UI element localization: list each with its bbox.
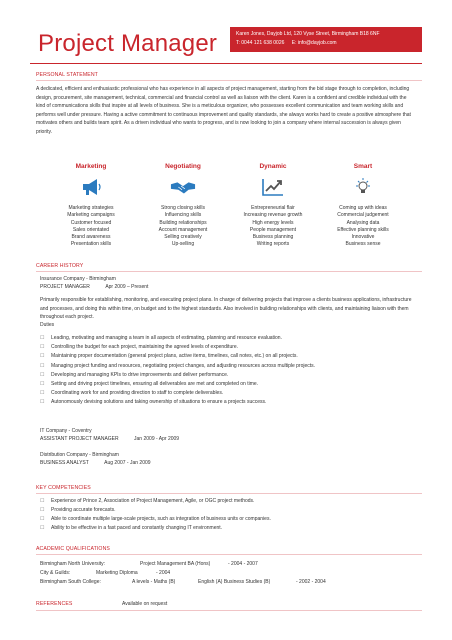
skill-item: Commercial judgement <box>337 212 389 219</box>
list-item: ☐ Developing and managing KPIs to drive improvements and deliver performance. <box>40 371 229 378</box>
qualification-place: Birmingham South College: <box>40 579 101 585</box>
skill-column-negotiating <box>138 162 228 249</box>
growth-chart-icon <box>260 176 286 198</box>
job1-description: Primarily responsible for establishing, monitoring, and executing project plans. In charge of delivering projects that improve a clients business applications, infrastructure and processes, and doing this within time, on budget and to the highest standards. Also involved in building relationships with clients, and maintaining liaison with them throughout each project. <box>40 297 412 320</box>
job1-title-row <box>40 284 148 291</box>
job1-title: PROJECT MANAGER <box>40 284 90 290</box>
skill-list <box>318 205 408 249</box>
skill-item: Up-selling <box>171 241 195 248</box>
personal-statement-heading: PERSONAL STATEMENT <box>36 72 98 78</box>
header-divider <box>30 63 422 64</box>
list-item: ☐ Experience of Prince 2, Association of Project Management, Agile, or OGC project methods. <box>40 498 255 504</box>
bullet-box-icon: ☐ <box>40 335 45 341</box>
cv-header <box>30 27 422 63</box>
list-item: ☐ Leading, motivating and managing a team in all aspects of estimating, planning and resource evaluation. <box>40 335 282 341</box>
skill-item: Customer focused <box>70 219 112 226</box>
skill-column-dynamic <box>228 162 318 249</box>
job1-dates: Apr 2009 – Present <box>105 284 149 290</box>
cv-title: Project Manager <box>38 30 218 57</box>
qualification-dates: - 2004 - 2007 <box>228 561 258 567</box>
list-item: ☐ Setting and driving project timelines, ensuring all deliverables are met and completed on time. <box>40 381 259 388</box>
bullet-box-icon: ☐ <box>40 498 45 504</box>
job2-title: ASSISTANT PROJECT MANAGER <box>40 436 119 442</box>
skill-item: Influencing skills <box>164 212 202 219</box>
qualification-place: City & Guilds: <box>40 570 71 576</box>
competencies-list <box>40 497 420 533</box>
handshake-icon <box>170 176 196 198</box>
skill-heading: Smart <box>353 163 373 170</box>
skills-grid <box>36 162 416 258</box>
list-item: ☐ Controlling the budget for each project, maintaining the agreed levels of expenditure. <box>40 344 239 351</box>
skill-item: Strong closing skills <box>161 205 205 211</box>
job3-company: Distribution Company - Birmingham <box>40 452 119 458</box>
contact-address: Karen Jones, Dayjob Ltd, 120 Vyse Street, Birmingham B18 6NF <box>236 31 380 37</box>
key-competencies-heading: KEY COMPETENCIES <box>36 485 91 491</box>
skill-list <box>138 205 228 249</box>
list-item: ☐ Ability to be effective in a fast paced and constantly changing IT environment. <box>40 525 223 531</box>
personal-statement-text: A dedicated, efficient and enthusiastic professional who has experience in all aspects of project management, starting from the bid stage through to completion, including design, procurement, site management, technical, commercial and financial control as well as liaison with the client. Karen is a confident and credible individual with the kind of communications skills that inspire at all levels of business. She is a meticulous organizer, who possesses excellent communication and team working skills and performs well under pressure. Having a active commitment to continuous improvement and quality standards, she always works hard to create a positive atmosphere that motivates others and builds team spirit. As a driven individual who wants to progress, and is now looking to join a company where internal succession is always given priority. <box>36 86 411 135</box>
section-divider <box>36 493 422 494</box>
bullet-box-icon: ☐ <box>40 516 45 522</box>
skill-column-marketing <box>46 162 136 249</box>
skill-item: Business planning <box>252 234 294 241</box>
contact-email: E: info@dayjob.com <box>291 40 337 46</box>
qualification-extra: English (A) Business Studies (B) <box>198 579 271 585</box>
skill-item: Business sense <box>345 241 381 248</box>
contact-box <box>230 27 422 52</box>
skill-heading: Marketing <box>75 163 107 170</box>
skill-item: Account management <box>158 226 208 233</box>
skill-item: Brand awareness <box>71 234 111 241</box>
section-divider <box>36 80 422 81</box>
skill-item: Analysing data <box>346 219 380 226</box>
skill-heading: Negotiating <box>165 163 201 170</box>
bullet-box-icon: ☐ <box>40 507 45 513</box>
lightbulb-icon <box>350 176 376 198</box>
list-item: ☐ Maintaining proper documentation (general project plans, active items, timelines, call notes, etc.) on all projects. <box>40 353 298 360</box>
contact-phone: T: 0044 121 638 0026 <box>236 40 285 46</box>
list-item: ☐ Autonomously devising solutions and taking ownership of situations to ensure a projects success. <box>40 399 267 406</box>
qualification-row <box>40 569 420 577</box>
megaphone-icon <box>78 176 104 198</box>
list-item: ☐ Managing project funding and resources, negotiating project changes, and adjusting resources across multiple projects. <box>40 362 316 369</box>
bullet-box-icon: ☐ <box>40 371 45 378</box>
bullet-box-icon: ☐ <box>40 353 45 360</box>
section-divider <box>36 610 422 611</box>
skill-item: Innovative <box>351 234 375 241</box>
qualification-detail: A levels - Maths (B) <box>132 579 176 585</box>
job3-dates: Aug 2007 - Jan 2009 <box>104 460 151 466</box>
bullet-box-icon: ☐ <box>40 390 45 397</box>
bullet-box-icon: ☐ <box>40 399 45 406</box>
duties-label: Duties <box>40 322 55 328</box>
skill-item: Effective planning skills <box>337 226 389 233</box>
list-item: ☐ Able to coordinate multiple large-scale projects, such as integration of business units or companies. <box>40 516 271 522</box>
bullet-box-icon: ☐ <box>40 381 45 388</box>
qualification-dates: - 2004 <box>156 570 171 576</box>
skill-item: Presentation skills <box>70 241 112 248</box>
skill-item: Coming up with ideas <box>339 205 387 211</box>
list-item: ☐ Providing accurate forecasts. <box>40 507 116 513</box>
section-divider <box>36 271 422 272</box>
career-history-heading: CAREER HISTORY <box>36 263 84 269</box>
qualification-place: Birmingham North University: <box>40 561 106 567</box>
skill-heading: Dynamic <box>259 163 287 170</box>
bullet-box-icon: ☐ <box>40 344 45 351</box>
job3-title: BUSINESS ANALYST <box>40 460 89 466</box>
skill-column-smart <box>318 162 408 249</box>
references-heading: REFERENCES <box>36 601 73 607</box>
section-divider <box>36 554 422 555</box>
qualification-detail: Project Management BA (Hons) <box>140 561 211 567</box>
qualification-detail: Marketing Diploma <box>96 570 138 576</box>
skill-item: Selling creatively <box>164 234 202 241</box>
skill-item: Increasing revenue growth <box>243 212 303 219</box>
academic-qualifications-heading: ACADEMIC QUALIFICATIONS <box>36 546 110 552</box>
skill-item: Building relationships <box>159 219 207 226</box>
skill-item: Writing reports <box>256 241 290 248</box>
bullet-box-icon: ☐ <box>40 525 45 531</box>
references-text: Available on request <box>122 601 168 607</box>
qualification-dates: - 2002 - 2004 <box>296 579 326 585</box>
duties-list <box>40 334 420 408</box>
job2-company: IT Company - Coventry <box>40 428 92 434</box>
bullet-box-icon: ☐ <box>40 362 45 369</box>
qualification-row <box>40 578 420 586</box>
skill-item: Entrepreneurial flair <box>251 205 295 211</box>
job2-dates: Jan 2009 - Apr 2009 <box>134 436 180 442</box>
skill-item: Sales orientated <box>72 226 110 233</box>
skill-item: Marketing strategies <box>68 205 114 211</box>
skill-item: Marketing campaigns <box>67 212 115 219</box>
list-item: ☐ Coordinating work for and providing direction to staff to complete deliverables. <box>40 390 224 397</box>
skill-item: High energy levels <box>252 219 294 226</box>
job2-title-row <box>40 436 179 443</box>
contact-phone-email <box>236 39 416 48</box>
skill-list <box>228 205 318 249</box>
skill-item: People management <box>249 226 297 233</box>
job1-company: Insurance Company - Birmingham <box>40 276 116 282</box>
job3-title-row <box>40 460 151 467</box>
qualification-row <box>40 560 420 568</box>
skill-list <box>46 205 136 249</box>
